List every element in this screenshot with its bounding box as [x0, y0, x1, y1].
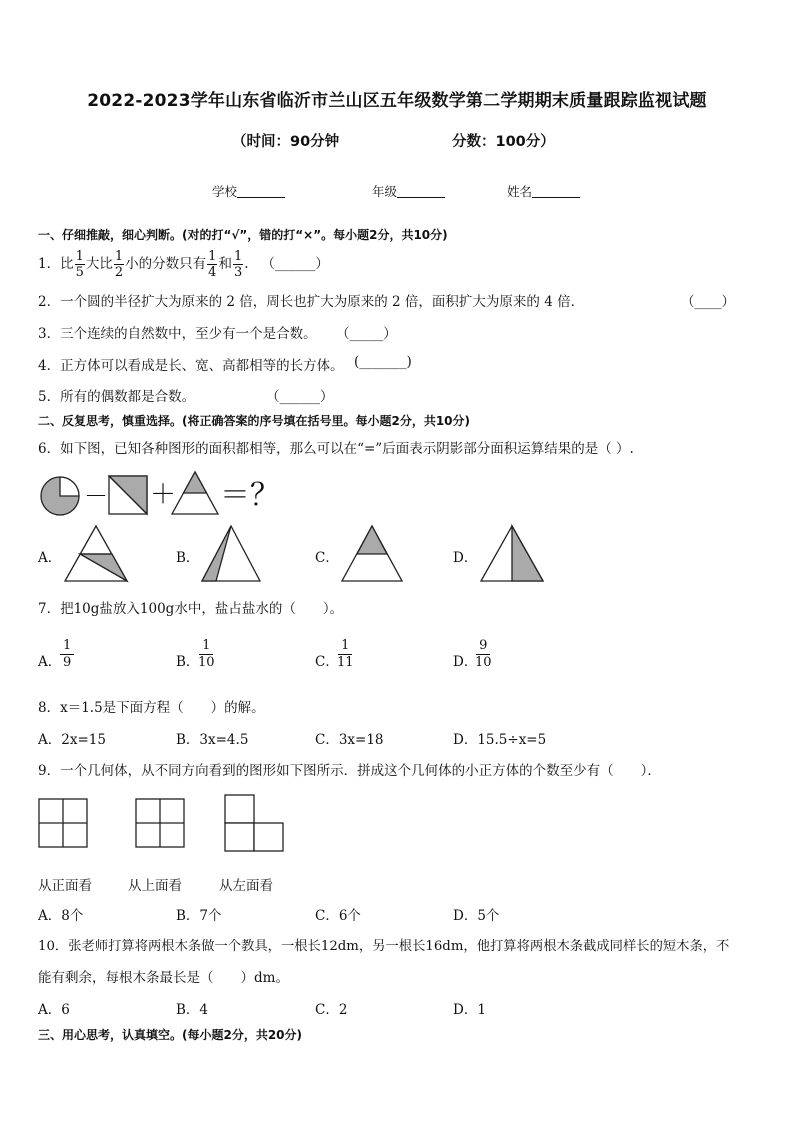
q7-option-d-fraction[interactable]: 9 10 [475, 638, 492, 670]
top-view-label: 从上面看 [128, 878, 182, 894]
question-9: 9．一个几何体，从不同方向看到的图形如下图所示．拼成这个几何体的小正方体的个数至少有（ ）． [38, 763, 661, 779]
answer-blank-3[interactable]: （_____） [336, 326, 397, 342]
question-8: 8．x＝1.5是下面方程（ ）的解。 [38, 700, 265, 716]
answer-blank-2[interactable]: （____） [681, 294, 735, 310]
q6-option-a-label[interactable]: A． [38, 550, 62, 566]
q7-option-b-label[interactable]: B． [176, 654, 200, 670]
question-10-line1: 10．张老师打算将两根木条做一个教具，一根长12dm，另一根长16dm，他打算将两根木条截成同样长的短木条，不 [38, 939, 730, 954]
answer-blank-4[interactable]: (_______) [354, 354, 412, 370]
fraction: $\frac{1}{2}$ [114, 249, 124, 280]
section1-heading: 一、仔细推敲，细心判断。(对的打“√”，错的打“×”。每小题2分，共10分) [38, 228, 448, 242]
q7-option-a-label[interactable]: A． [38, 654, 62, 670]
school-label: 学校 [212, 184, 238, 199]
triangle-figure [172, 472, 218, 514]
q6-option-c-label[interactable]: C． [315, 550, 339, 566]
section3-heading: 三、用心思考，认真填空。(每小题2分，共20分) [38, 1028, 303, 1042]
q6-option-c-figure[interactable] [340, 525, 404, 583]
q6-option-b-label[interactable]: B． [176, 550, 200, 566]
school-field[interactable] [212, 182, 285, 200]
left-view-label: 从左面看 [219, 878, 273, 894]
question-5: 5．所有的偶数都是合数。 [38, 389, 196, 405]
q9-option-d[interactable]: D．5个 [453, 908, 500, 924]
square-figure [109, 476, 147, 514]
q6-option-d-figure[interactable] [479, 525, 545, 583]
name-blank [532, 185, 580, 198]
equals-question: ＝？ [220, 478, 280, 513]
question-10-line2: 能有剩余，每根木条最长是（ ）dm。 [38, 970, 289, 986]
q7-option-a-fraction[interactable]: 1 9 [60, 638, 74, 671]
name-field[interactable] [507, 182, 580, 200]
q10-option-d[interactable]: D．1 [453, 1002, 486, 1018]
q6-option-a-figure[interactable] [63, 525, 129, 583]
answer-blank-5[interactable]: （______） [266, 389, 334, 405]
fraction: $\frac{1}{4}$ [208, 249, 217, 280]
question-2: 2．一个圆的半径扩大为原来的 2 倍，周长也扩大为原来的 2 倍，面积扩大为原来的 4 倍． [38, 294, 585, 310]
front-view-grid [38, 798, 88, 848]
q8-option-c[interactable]: C．3x=18 [315, 732, 384, 748]
name-label: 姓名 [507, 184, 533, 199]
fraction: $\frac{1}{5}$ [75, 249, 84, 280]
q7-option-c-label[interactable]: C． [315, 654, 339, 670]
exam-time: （时间：90分钟 [232, 134, 340, 150]
grade-blank [397, 185, 445, 198]
question-3: 3．三个连续的自然数中，至少有一个是合数。 [38, 326, 317, 342]
front-view-label: 从正面看 [38, 878, 92, 894]
minus-sign: － [84, 482, 108, 510]
q7-option-b-fraction[interactable]: 1 10 [198, 638, 215, 670]
q7-option-c-fraction[interactable]: 1 11 [337, 638, 354, 670]
q9-option-c[interactable]: C．6个 [315, 908, 361, 924]
page-title: 2022-2023学年山东省临沂市兰山区五年级数学第二学期期末质量跟踪监视试题 [87, 91, 707, 111]
question-6: 6．如下图，已知各种图形的面积都相等，那么可以在“=”后面表示阴影部分面积运算结果的是（ ）. [38, 441, 634, 457]
plus-sign: ＋ [150, 480, 177, 510]
exam-score: 分数：100分） [452, 134, 555, 150]
question-7: 7．把10g盐放入100g水中，盐占盐水的（ ）。 [38, 601, 344, 617]
q8-option-b[interactable]: B．3x=4.5 [176, 732, 249, 748]
question-1: 1．比 $\frac{1}{5}$ 大比 $\frac{1}{2}$ 小的分数只有 $\frac{1}{4}$ 和 $\frac{1}{3}$ . （______） [38, 249, 329, 280]
q8-option-d[interactable]: D．15.5÷x=5 [453, 732, 547, 748]
grade-field[interactable] [372, 182, 445, 200]
top-view-grid [135, 798, 185, 848]
answer-blank-1[interactable]: （______） [261, 256, 329, 272]
section2-heading: 二、反复思考，慎重选择。(将正确答案的序号填在括号里。每小题2分，共10分) [38, 414, 471, 428]
q10-option-b[interactable]: B．4 [176, 1002, 209, 1018]
question-4: 4．正方体可以看成是长、宽、高都相等的长方体。 [38, 358, 344, 374]
grade-label: 年级 [372, 184, 398, 199]
q6-option-b-figure[interactable] [200, 525, 262, 583]
q9-option-b[interactable]: B．7个 [176, 908, 222, 924]
q10-option-a[interactable]: A．6 [38, 1002, 70, 1018]
circle-figure [41, 477, 79, 515]
school-blank [237, 185, 285, 198]
q9-option-a[interactable]: A．8个 [38, 908, 84, 924]
left-view-grid [224, 794, 286, 854]
q10-option-c[interactable]: C．2 [315, 1002, 348, 1018]
q7-option-d-label[interactable]: D． [453, 654, 478, 670]
fraction: $\frac{1}{3}$ [233, 249, 243, 280]
q6-option-d-label[interactable]: D． [453, 550, 478, 566]
q8-option-a[interactable]: A．2x=15 [38, 732, 106, 748]
